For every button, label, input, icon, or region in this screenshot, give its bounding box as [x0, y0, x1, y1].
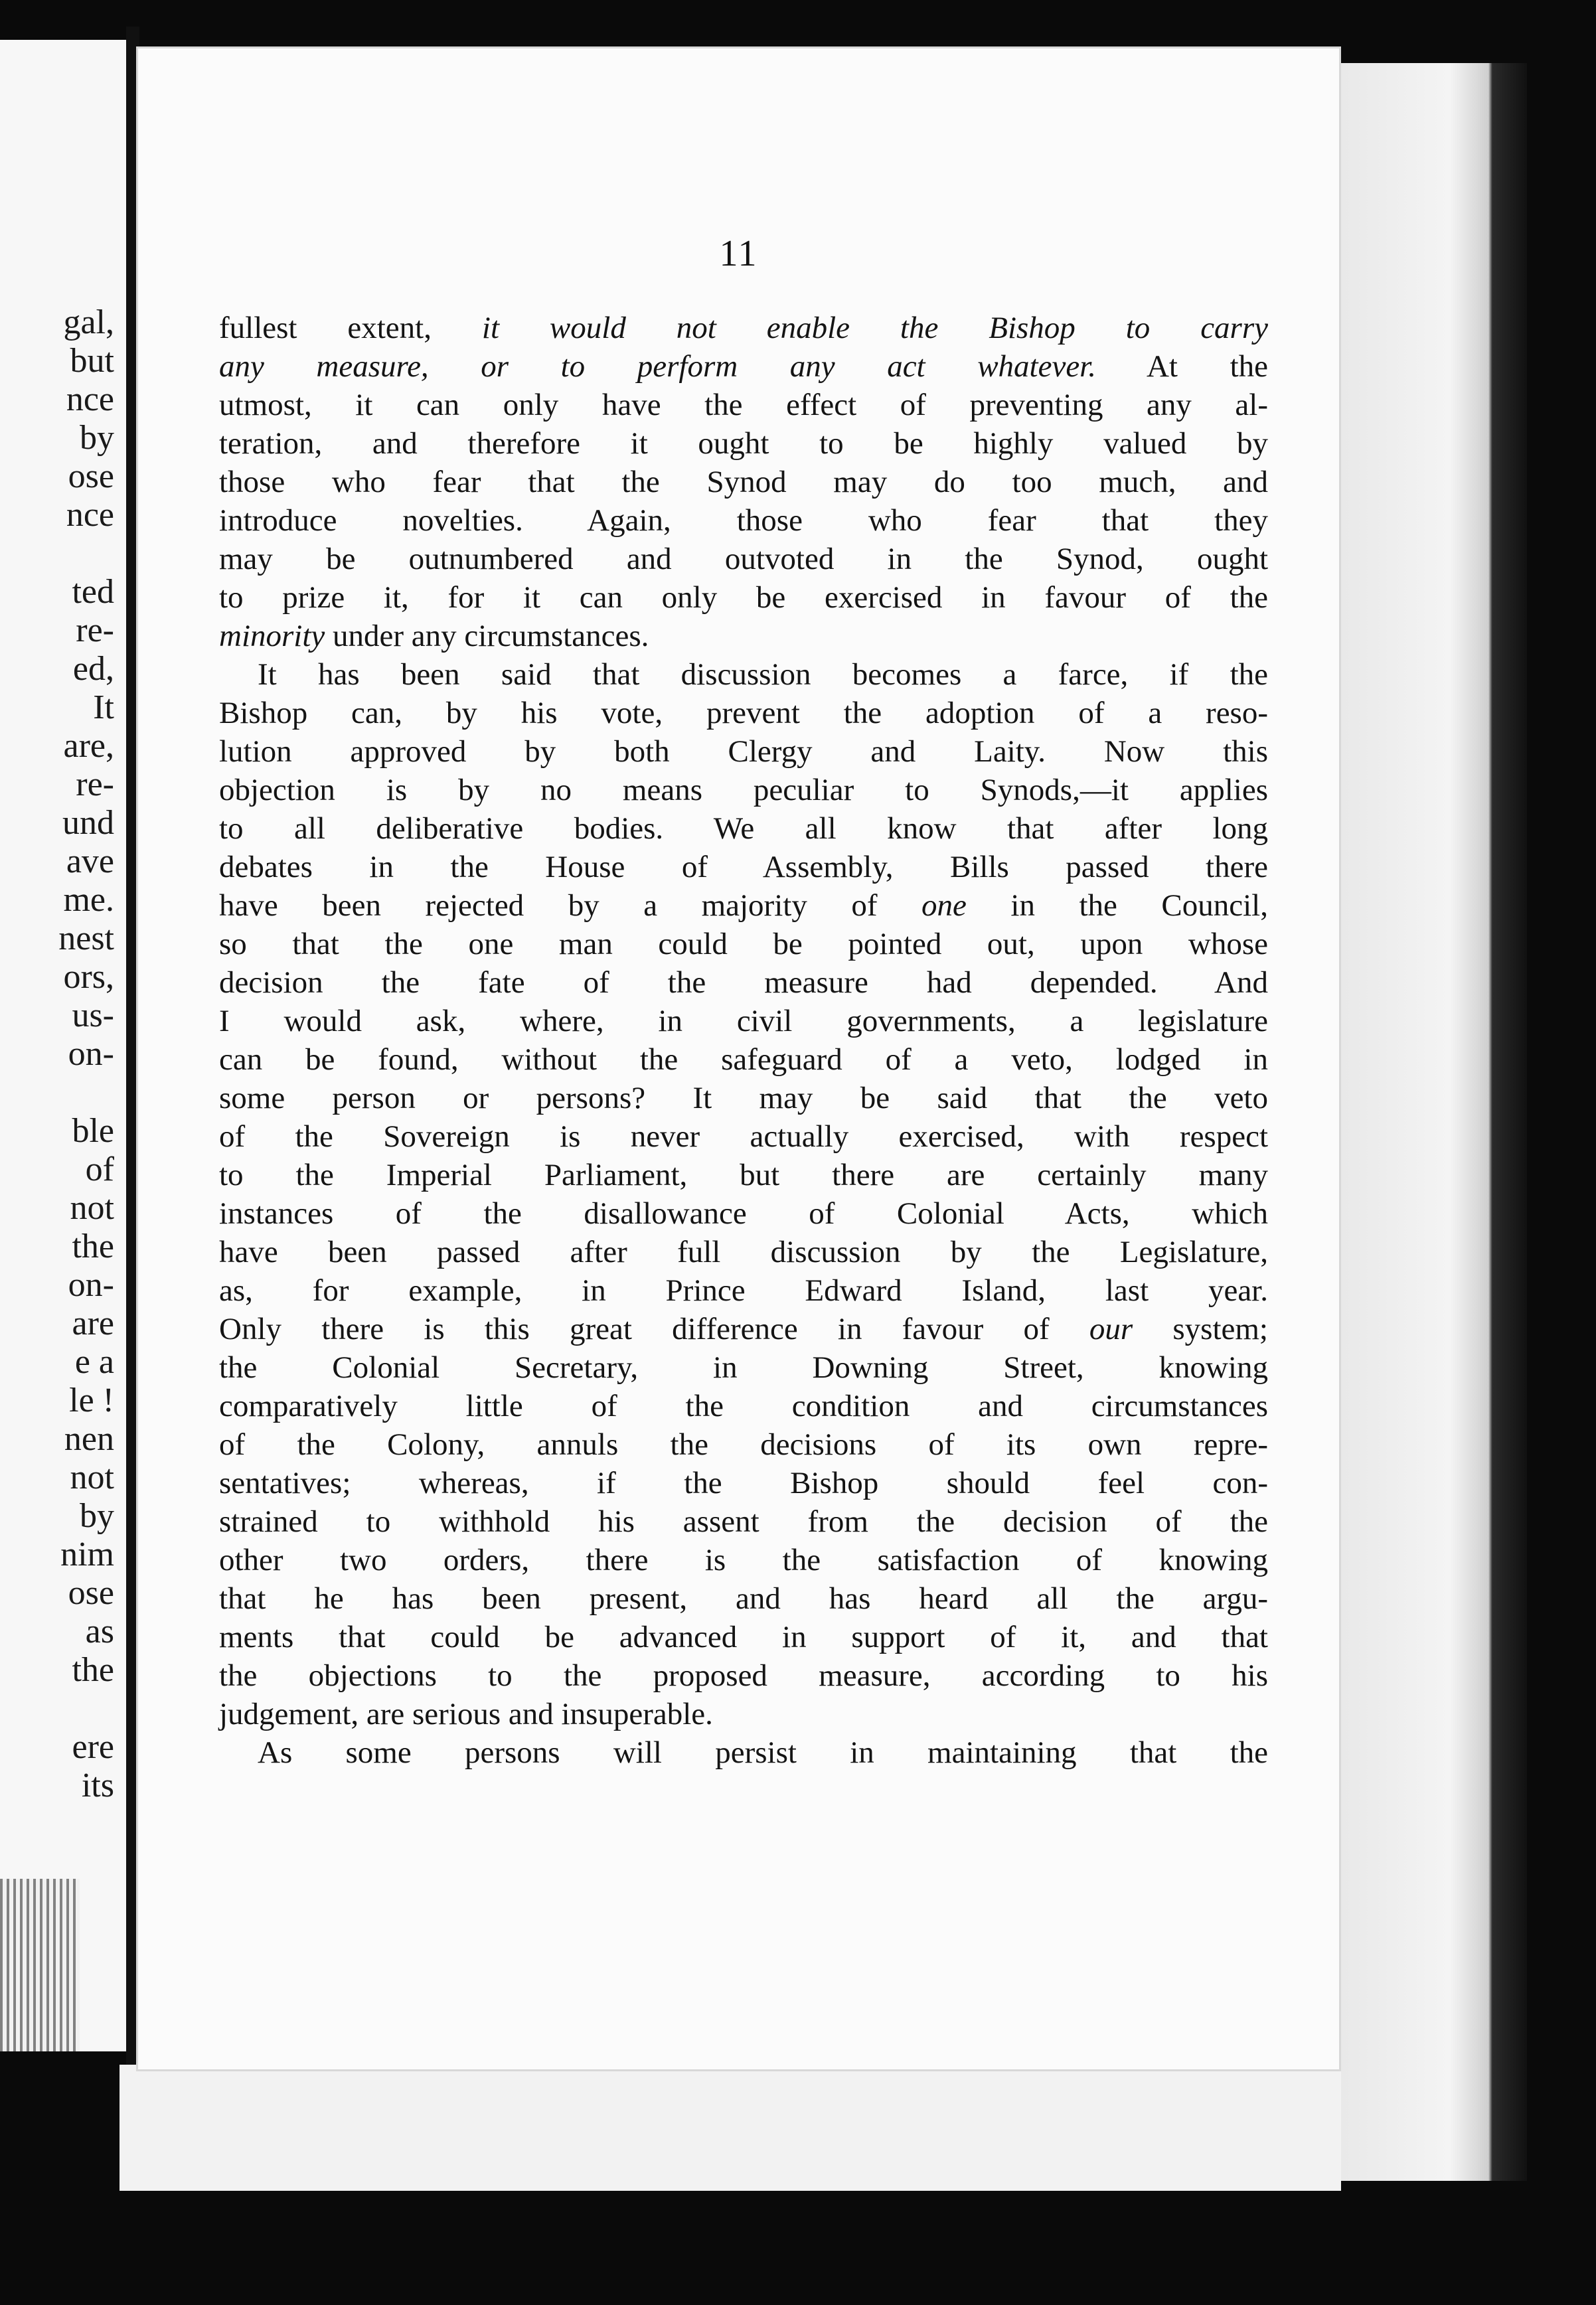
- text-run: to the Imperial Parliament, but there are certainly many: [219, 1158, 1268, 1192]
- text-line: [219, 1040, 1268, 1079]
- previous-page-fragment: of: [85, 1151, 114, 1188]
- book-fore-edge: [1334, 63, 1527, 2181]
- text-run: that he has been present, and has heard all the argu-: [219, 1581, 1268, 1616]
- text-run: introduce novelties. Again, those who fear that they: [219, 503, 1268, 538]
- italic-text: minority: [219, 619, 325, 653]
- previous-page-fragment: gal,: [63, 303, 114, 341]
- text-line: [219, 1233, 1268, 1271]
- previous-page-fragment: nce: [66, 496, 114, 534]
- previous-page-fragment: nim: [60, 1536, 114, 1573]
- previous-page-fragment: by: [80, 419, 114, 457]
- text-line: [219, 1002, 1268, 1040]
- text-run: to all deliberative bodies. We all know that after long: [219, 811, 1268, 846]
- previous-page-fragment: ere: [72, 1728, 114, 1766]
- text-run: to prize it, for it can only be exercised in favour of the: [219, 580, 1268, 615]
- italic-text: any measure, or to perform any act whatever.: [219, 349, 1097, 384]
- text-run: have been passed after full discussion by the Legislature,: [219, 1235, 1268, 1269]
- text-run: other two orders, there is the satisfaction of knowing: [219, 1543, 1268, 1577]
- previous-page-fragment: le !: [69, 1382, 114, 1419]
- text-line: [219, 1117, 1268, 1156]
- text-run: system;: [1133, 1312, 1268, 1346]
- previous-page-fragment: on-: [68, 1035, 114, 1073]
- text-line: [219, 1618, 1268, 1656]
- text-run: some person or persons? It may be said that the veto: [219, 1081, 1268, 1115]
- text-line: [219, 1387, 1268, 1425]
- text-line: [219, 1464, 1268, 1502]
- text-run: of the Colony, annuls the decisions of its own repre-: [219, 1427, 1268, 1462]
- previous-page-fragment: are: [72, 1305, 114, 1342]
- previous-page-fragment: ted: [72, 573, 114, 611]
- text-line: [219, 1733, 1268, 1772]
- text-run: comparatively little of the condition and circumstances: [219, 1389, 1268, 1423]
- text-line: [219, 694, 1268, 732]
- text-line: [219, 1541, 1268, 1579]
- text-line: [219, 1425, 1268, 1464]
- previous-page-fragment: nen: [64, 1420, 114, 1458]
- text-line: [219, 1310, 1268, 1348]
- text-run: have been rejected by a majority of: [219, 888, 922, 923]
- text-line: [219, 655, 1268, 694]
- previous-page-fragment: re-: [76, 765, 114, 803]
- previous-page-fragment: as: [85, 1613, 114, 1650]
- text-run: judgement, are serious and insuperable.: [219, 1697, 713, 1731]
- text-run: As some persons will persist in maintaining that the: [258, 1735, 1268, 1770]
- previous-page-fragment: re-: [76, 611, 114, 649]
- text-run: objection is by no means peculiar to Synods,—it applies: [219, 773, 1268, 807]
- italic-text: it would not enable the Bishop to carry: [481, 311, 1268, 345]
- text-line: [219, 1156, 1268, 1194]
- text-run: those who fear that the Synod may do too much, and: [219, 465, 1268, 499]
- text-line: [219, 1271, 1268, 1310]
- previous-page-fragment: ose: [68, 457, 114, 495]
- page-body-text: [219, 309, 1268, 1772]
- text-line: [219, 540, 1268, 578]
- text-run: utmost, it can only have the effect of preventing any al-: [219, 388, 1268, 422]
- text-line: [219, 1656, 1268, 1695]
- previous-page-fragment: its: [81, 1767, 114, 1804]
- previous-page-fragment: the: [72, 1228, 114, 1265]
- previous-page-fragment: ble: [72, 1112, 114, 1150]
- text-line: [219, 501, 1268, 540]
- previous-page-fragment: nce: [66, 380, 114, 418]
- text-run: debates in the House of Assembly, Bills passed there: [219, 850, 1268, 884]
- previous-page-fragment: on-: [68, 1266, 114, 1304]
- text-run: the Colonial Secretary, in Downing Street, knowing: [219, 1350, 1268, 1385]
- previous-page-fragment: ose: [68, 1574, 114, 1612]
- text-run: Bishop can, by his vote, prevent the adoption of a reso-: [219, 696, 1268, 730]
- text-line: [219, 309, 1268, 347]
- text-run: I would ask, where, in civil governments, a legislature: [219, 1004, 1268, 1038]
- text-run: instances of the disallowance of Colonial Acts, which: [219, 1196, 1268, 1231]
- previous-page-fragment: ave: [66, 842, 114, 880]
- text-run: sentatives; whereas, if the Bishop should feel con-: [219, 1466, 1268, 1500]
- text-line: [219, 1579, 1268, 1618]
- text-run: At the: [1096, 349, 1268, 384]
- previous-page-fragment: ed,: [72, 650, 114, 688]
- text-line: [219, 1079, 1268, 1117]
- previous-page-fragment: by: [80, 1497, 114, 1535]
- text-line: [219, 925, 1268, 963]
- previous-page-fragment: not: [70, 1189, 114, 1227]
- previous-page-fragment: not: [70, 1459, 114, 1496]
- previous-page-fragment: e a: [74, 1343, 114, 1381]
- text-run: of the Sovereign is never actually exercised, with respect: [219, 1119, 1268, 1154]
- text-run: may be outnumbered and outvoted in the Synod, ought: [219, 542, 1268, 576]
- text-line: [219, 1695, 1268, 1733]
- previous-page-fragment: ors,: [63, 958, 114, 996]
- text-line: [219, 424, 1268, 463]
- page-number: 11: [719, 233, 758, 274]
- previous-page-fragment: but: [70, 342, 114, 380]
- text-run: strained to withhold his assent from the decision of the: [219, 1504, 1268, 1539]
- previous-page-fragment: nest: [58, 919, 114, 957]
- text-line: [219, 886, 1268, 925]
- book-page: [136, 46, 1341, 2071]
- text-line: [219, 1194, 1268, 1233]
- text-line: [219, 347, 1268, 386]
- previous-page-fragment: me.: [63, 881, 114, 919]
- previous-page-edge: [0, 40, 126, 2051]
- italic-text: one: [921, 888, 967, 923]
- text-line: [219, 617, 1268, 655]
- text-run: Only there is this great difference in favour of: [219, 1312, 1089, 1346]
- text-run: lution approved by both Clergy and Laity. Now this: [219, 734, 1268, 769]
- text-run: decision the fate of the measure had depended. And: [219, 965, 1268, 1000]
- italic-text: our: [1089, 1312, 1133, 1346]
- page-stack-edge: [0, 1879, 80, 2051]
- previous-page-fragment: und: [62, 804, 114, 842]
- page-bottom-margin: [120, 2065, 1341, 2191]
- text-run: ments that could be advanced in support of it, and that: [219, 1620, 1268, 1654]
- text-run: the objections to the proposed measure, according to his: [219, 1658, 1268, 1693]
- text-run: in the Council,: [966, 888, 1268, 923]
- previous-page-fragment: It: [93, 688, 114, 726]
- previous-page-fragment: the: [72, 1651, 114, 1689]
- text-run: can be found, without the safeguard of a veto, lodged in: [219, 1042, 1268, 1077]
- text-line: [219, 1502, 1268, 1541]
- text-run: teration, and therefore it ought to be highly valued by: [219, 426, 1268, 461]
- text-line: [219, 848, 1268, 886]
- text-line: [219, 1348, 1268, 1387]
- text-line: [219, 963, 1268, 1002]
- text-run: so that the one man could be pointed out, upon whose: [219, 927, 1268, 961]
- text-line: [219, 386, 1268, 424]
- text-run: under any circumstances.: [325, 619, 649, 653]
- text-line: [219, 809, 1268, 848]
- text-run: It has been said that discussion becomes a farce, if the: [258, 657, 1268, 692]
- text-run: as, for example, in Prince Edward Island, last year.: [219, 1273, 1268, 1308]
- text-line: [219, 732, 1268, 771]
- previous-page-fragment: are,: [63, 727, 114, 765]
- text-run: fullest extent,: [219, 311, 482, 345]
- text-line: [219, 578, 1268, 617]
- text-line: [219, 771, 1268, 809]
- text-line: [219, 463, 1268, 501]
- previous-page-fragment: us-: [72, 996, 114, 1034]
